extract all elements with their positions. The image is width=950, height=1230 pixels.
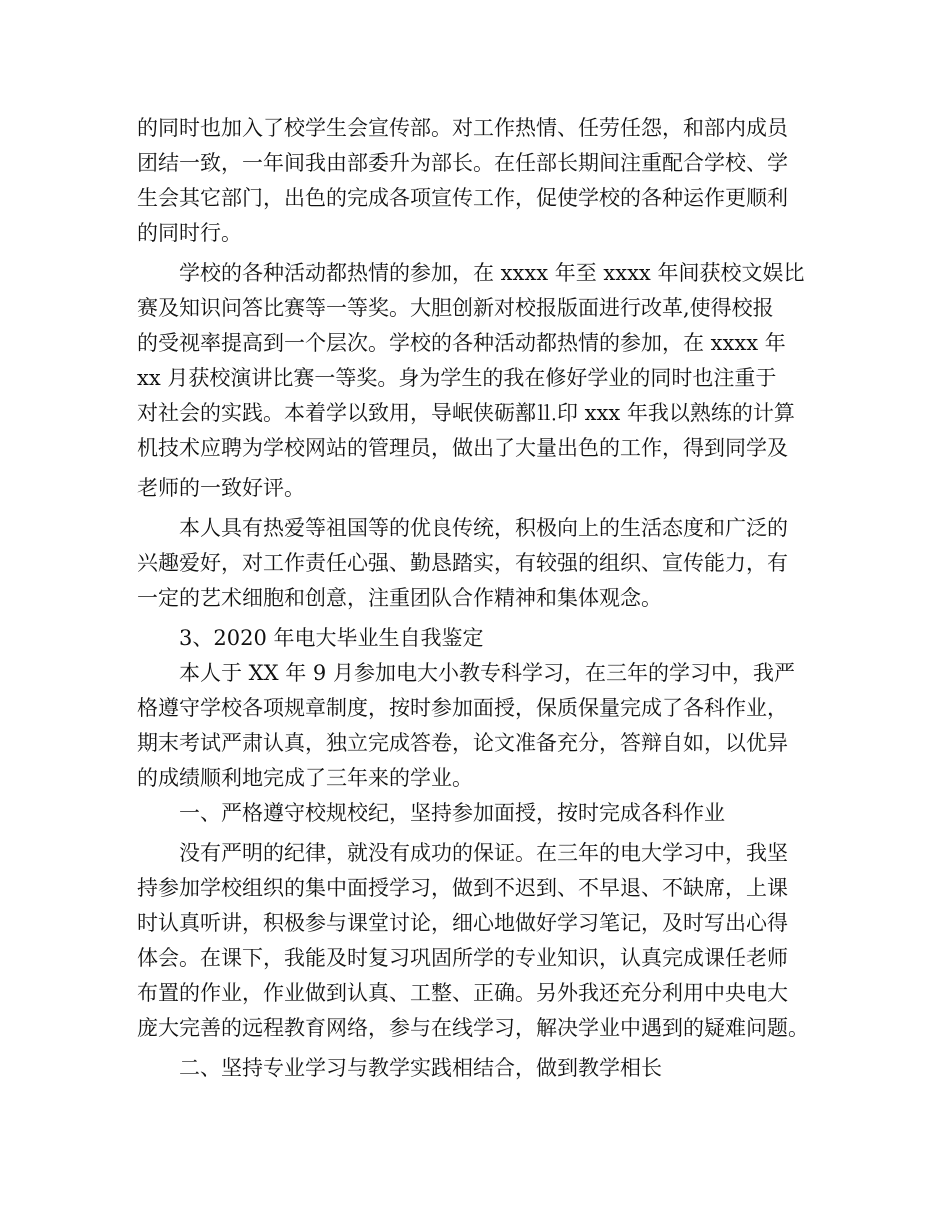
section-heading: 3、2020 年电大毕业生自我鉴定 xyxy=(179,626,484,650)
text-line: 的同时也加入了校学生会宣传部。对工作热情、任劳任怨，和部内成员 xyxy=(137,116,788,140)
text-line: 庞大完善的远程教育网络，参与在线学习，解决学业中遇到的疑难问题。 xyxy=(137,1016,809,1040)
text-line: 时认真听讲，积极参与课堂讨论，细心地做好学习笔记，及时写出心得 xyxy=(137,911,788,935)
subsection-heading: 二、坚持专业学习与教学实践相结合，做到教学相长 xyxy=(179,1056,662,1080)
paragraph-first-line: 本人具有热爱等祖国等的优良传统，积极向上的生活态度和广泛的 xyxy=(179,516,788,540)
text-line: 一定的艺术细胞和创意，注重团队合作精神和集体观念。 xyxy=(137,586,662,610)
text-line: 对社会的实践。本着学以致用，导岷侠砺鄯⒒印 xxx 年我以熟练的计算 xyxy=(137,401,795,425)
paragraph-first-line: 没有严明的纪律，就没有成功的保证。在三年的电大学习中，我坚 xyxy=(179,841,788,865)
text-line: 布置的作业，作业做到认真、工整、正确。另外我还充分利用中央电大 xyxy=(137,981,788,1005)
text-line: 赛及知识问答比赛等一等奖。大胆创新对校报版面进行改革,使得校报 xyxy=(137,296,774,320)
text-line: 的受视率提高到一个层次。学校的各种活动都热情的参加，在 xxxx 年 xyxy=(137,331,786,355)
text-line: 的同时行。 xyxy=(137,221,242,245)
subsection-heading: 一、严格遵守校规校纪，坚持参加面授，按时完成各科作业 xyxy=(179,801,725,825)
text-line: 的成绩顺利地完成了三年来的学业。 xyxy=(137,766,473,790)
text-line: xx 月获校演讲比赛一等奖。身为学生的我在修好学业的同时也注重于 xyxy=(137,366,777,390)
text-line: 期末考试严肃认真，独立完成答卷，论文准备充分，答辩自如，以优异 xyxy=(137,731,788,755)
text-line: 团结一致，一年间我由部委升为部长。在任部长期间注重配合学校、学 xyxy=(137,151,788,175)
text-line: 老师的一致好评。 xyxy=(137,476,305,500)
paragraph-first-line: 本人于 XX 年 9 月参加电大小教专科学习，在三年的学习中，我严 xyxy=(179,661,795,685)
text-line: 持参加学校组织的集中面授学习，做到不迟到、不早退、不缺席，上课 xyxy=(137,876,788,900)
text-line: 格遵守学校各项规章制度，按时参加面授，保质保量完成了各科作业， xyxy=(137,696,788,720)
text-line: 兴趣爱好，对工作责任心强、勤恳踏实，有较强的组织、宣传能力，有 xyxy=(137,551,788,575)
paragraph-first-line: 学校的各种活动都热情的参加，在 xxxx 年至 xxxx 年间获校文娱比 xyxy=(179,261,805,285)
text-line: 机技术应聘为学校网站的管理员，做出了大量出色的工作，得到同学及 xyxy=(137,436,788,460)
text-line: 体会。在课下，我能及时复习巩固所学的专业知识，认真完成课任老师 xyxy=(137,946,788,970)
text-line: 生会其它部门，出色的完成各项宣传工作，促使学校的各种运作更顺利 xyxy=(137,186,788,210)
